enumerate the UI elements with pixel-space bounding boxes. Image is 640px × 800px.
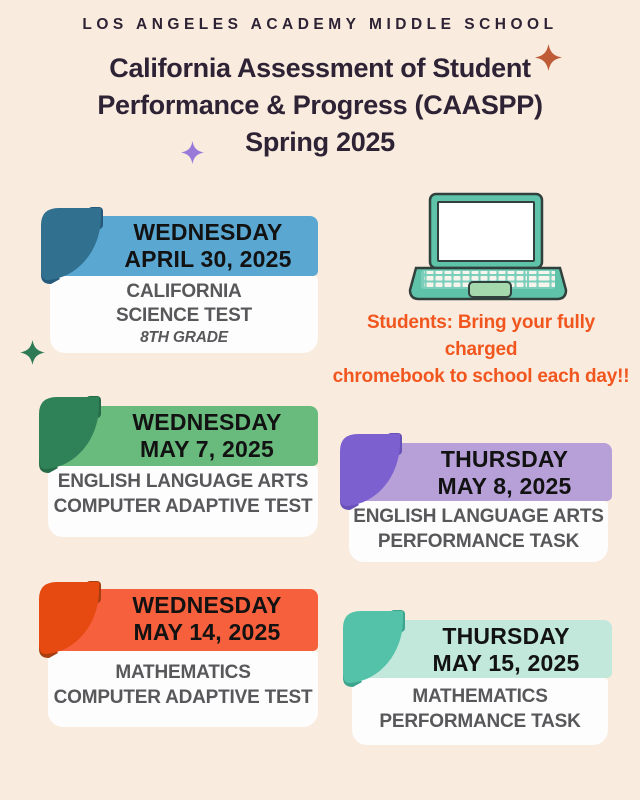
card-day: WEDNESDAY (132, 409, 282, 435)
sparkle-icon (535, 44, 562, 71)
card-date: APRIL 30, 2025 (124, 246, 292, 272)
grade-note: 8TH GRADE (140, 329, 228, 346)
subject-line: MATHEMATICS (412, 686, 548, 707)
subject-line: MATHEMATICS (115, 662, 251, 683)
ribbon-curl-icon (36, 396, 106, 476)
card-date: MAY 15, 2025 (432, 650, 580, 676)
test-card-ela-cat (36, 396, 318, 537)
subject-line: SCIENCE TEST (116, 305, 252, 326)
card-subject (50, 276, 318, 353)
sparkle-icon (181, 141, 204, 164)
ribbon-curl-icon (340, 610, 410, 690)
card-date: MAY 7, 2025 (140, 436, 274, 462)
test-card-ela-pt (337, 433, 612, 562)
subject-line: ENGLISH LANGUAGE ARTS (57, 471, 309, 492)
ribbon-curl-icon (337, 433, 407, 513)
title-line-3: Spring 2025 (245, 127, 395, 157)
reminder-line-2: chromebook to school each day!! (332, 366, 630, 387)
card-subject (48, 651, 318, 727)
school-name: LOS ANGELES ACADEMY MIDDLE SCHOOL (82, 16, 558, 33)
laptop-touchpad (469, 282, 511, 297)
subject-line: COMPUTER ADAPTIVE TEST (53, 496, 313, 517)
ribbon-curl-icon (38, 207, 108, 287)
card-day: WEDNESDAY (133, 219, 283, 245)
subject-line: PERFORMANCE TASK (379, 711, 581, 732)
subject-line: ENGLISH LANGUAGE ARTS (353, 506, 604, 527)
test-card-math-pt (340, 610, 612, 745)
ribbon-curl-icon (36, 581, 106, 661)
reminder-line-1: Students: Bring your fully charged (366, 312, 596, 360)
subject-line: PERFORMANCE TASK (377, 531, 580, 552)
card-subject (48, 466, 318, 537)
test-card-math-cat (36, 581, 318, 728)
card-day: WEDNESDAY (132, 592, 282, 618)
laptop-screen (438, 202, 534, 261)
laptop-icon (408, 191, 568, 303)
test-card-science (38, 207, 318, 353)
chromebook-reminder (330, 309, 632, 390)
card-day: THURSDAY (440, 446, 569, 472)
subject-line: CALIFORNIA (126, 281, 242, 302)
card-date: MAY 8, 2025 (437, 473, 572, 499)
card-date: MAY 14, 2025 (133, 619, 281, 645)
card-day: THURSDAY (442, 623, 570, 649)
laptop-numpad (529, 271, 555, 288)
title-line-1: California Assessment of Student (109, 53, 531, 83)
title-line-2: Performance & Progress (CAASPP) (97, 90, 543, 120)
subject-line: COMPUTER ADAPTIVE TEST (53, 687, 313, 708)
